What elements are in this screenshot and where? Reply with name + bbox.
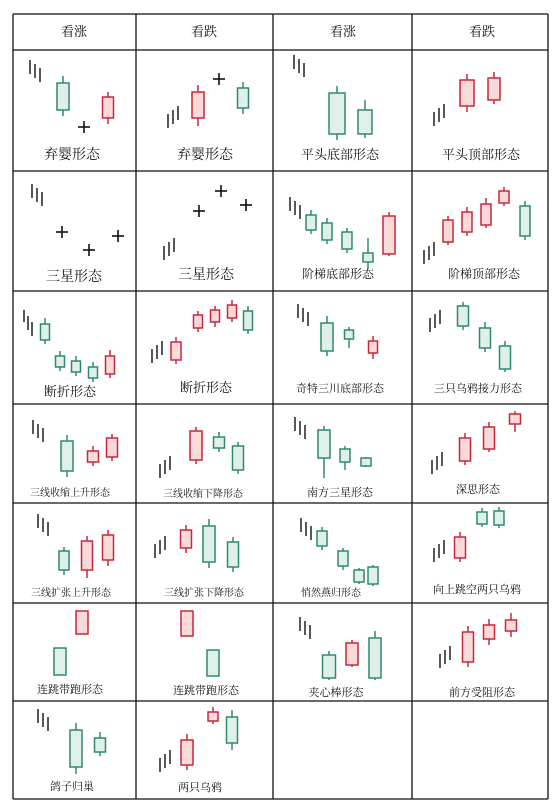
pattern-label-three-line-contract-down: 三线收缩下降形态 [163, 489, 243, 500]
bullish-candle-body [361, 458, 371, 466]
bearish-candle-body [506, 620, 517, 631]
pattern-label-three-line-expand-up: 三线扩张上升形态 [31, 588, 111, 599]
bullish-candle-body [207, 650, 219, 676]
header-bearish-2: 看跌 [468, 25, 496, 40]
bullish-candle-body [342, 232, 352, 249]
bearish-candle-body [228, 305, 237, 318]
bullish-candle-body [227, 717, 238, 743]
bullish-candle-body [363, 253, 373, 262]
bearish-candle-body [462, 212, 472, 232]
bullish-candle-body [95, 738, 106, 752]
bearish-candle-body [106, 356, 115, 374]
bearish-candle-body [488, 78, 500, 100]
bullish-candle-body [228, 542, 239, 567]
bearish-candle-body [171, 342, 181, 360]
pattern-label-homing-pigeon: 鸽子归巢 [50, 780, 94, 793]
pattern-label-two-crows: 两只乌鸦 [178, 781, 222, 794]
bearish-candle-body [443, 220, 453, 242]
bullish-candle-body [322, 223, 332, 240]
bullish-candle-body [89, 367, 98, 378]
bullish-candle-body [520, 206, 530, 236]
bearish-candle-body [369, 341, 378, 353]
pattern-label-advance-block: 前方受阻形态 [449, 686, 515, 699]
bearish-candle-body [460, 438, 471, 461]
bullish-candle-body [329, 93, 345, 134]
pattern-label-three-line-expand-down: 三线扩张下降形态 [164, 588, 244, 599]
bullish-candle-body [54, 648, 66, 675]
bearish-candle-body [88, 451, 99, 462]
bullish-candle-body [306, 215, 316, 230]
pattern-label-ladder-bottom: 阶梯底部形态 [301, 267, 375, 281]
pattern-label-ladder-top: 阶梯顶部形态 [447, 267, 521, 281]
header-bearish-1: 看跌 [190, 25, 218, 40]
bullish-candle-body [238, 88, 249, 108]
header-bullish-2: 看涨 [329, 25, 357, 40]
bullish-candle-body [244, 311, 253, 330]
bullish-candle-body [369, 638, 381, 678]
bearish-candle-body [76, 611, 88, 634]
bearish-candle-body [192, 92, 204, 118]
bullish-candle-body [41, 324, 50, 340]
bearish-candle-body [383, 216, 395, 254]
bullish-candle-body [500, 346, 511, 369]
bullish-candle-body [354, 570, 364, 582]
pattern-label-abandoned-baby-bull: 弃婴形态 [44, 147, 100, 163]
pattern-label-identical-three-crows: 三只乌鸦接力形态 [434, 382, 522, 395]
bearish-candle-body [484, 427, 495, 449]
pattern-label-deliberation: 深思形态 [456, 483, 500, 496]
bearish-candle-body [211, 310, 220, 322]
bearish-candle-body [455, 537, 466, 558]
bullish-candle-body [368, 567, 378, 584]
pattern-label-breakaway-bull: 断折形态 [43, 385, 97, 400]
bullish-candle-body [458, 306, 469, 326]
grid-lines [13, 14, 548, 799]
pattern-label-abandoned-baby-bear: 弃婴形态 [177, 147, 233, 163]
bearish-candle-body [181, 740, 193, 765]
bearish-candle-body [484, 625, 495, 639]
bearish-candle-body [208, 712, 218, 721]
bearish-candle-body [510, 414, 521, 424]
bullish-candle-body [59, 551, 69, 570]
bullish-candle-body [480, 328, 491, 348]
pattern-label-tri-star-bear: 三星形态 [178, 267, 234, 283]
bearish-candle-body [481, 204, 491, 225]
pattern-label-flat-top: 平头顶部形态 [441, 148, 521, 163]
bearish-candle-body [346, 643, 358, 665]
pattern-label-hit-and-run-bear: 连跳带跑形态 [173, 684, 239, 697]
pattern-label-unique-three-river: 奇特三川底部形态 [296, 382, 384, 395]
pattern-label-upside-gap-two-crows: 向上跳空两只乌鸦 [433, 583, 521, 596]
bullish-candle-body [494, 511, 504, 525]
bearish-candle-body [107, 438, 118, 457]
bullish-candle-body [338, 551, 348, 566]
bearish-candle-body [82, 541, 93, 570]
bearish-candle-body [181, 530, 192, 548]
pattern-label-tri-star-bull: 三星形态 [46, 269, 102, 285]
bullish-candle-body [321, 323, 333, 351]
bullish-candle-body [72, 361, 81, 372]
bearish-candle-body [103, 97, 114, 118]
pattern-label-breakaway-bear: 断折形态 [179, 381, 233, 396]
pattern-label-southern-three-stars: 南方三星形态 [307, 486, 373, 499]
bullish-candle-body [340, 449, 350, 462]
bullish-candle-body [61, 441, 73, 471]
pattern-label-quiet-swallow: 悄然燕归形态 [301, 588, 361, 599]
bullish-candle-body [358, 110, 372, 134]
bullish-candle-body [56, 356, 65, 367]
bullish-candle-body [203, 526, 215, 562]
bullish-candle-body [345, 330, 354, 339]
bullish-candle-body [70, 730, 82, 767]
bullish-candle-body [477, 512, 487, 524]
header-bullish-1: 看涨 [60, 25, 88, 40]
bearish-candle-body [190, 431, 202, 460]
bullish-candle-body [323, 655, 336, 678]
pattern-label-stick-sandwich: 夹心棒形态 [308, 686, 364, 699]
bearish-candle-body [181, 611, 193, 636]
bullish-candle-body [233, 446, 244, 470]
pattern-label-hit-and-run-bull: 连跳带跑形态 [37, 683, 103, 696]
bearish-candle-body [499, 191, 509, 203]
bearish-candle-body [463, 632, 474, 662]
pattern-label-flat-bottom: 平头底部形态 [300, 148, 380, 163]
bearish-candle-body [460, 80, 474, 106]
bullish-candle-body [317, 531, 327, 546]
bullish-candle-body [57, 83, 69, 110]
pattern-label-three-line-contract-up: 三线收缩上升形态 [30, 488, 110, 499]
bearish-candle-body [194, 315, 203, 328]
bullish-candle-body [318, 430, 330, 458]
bearish-candle-body [103, 535, 114, 560]
bullish-candle-body [214, 437, 225, 448]
